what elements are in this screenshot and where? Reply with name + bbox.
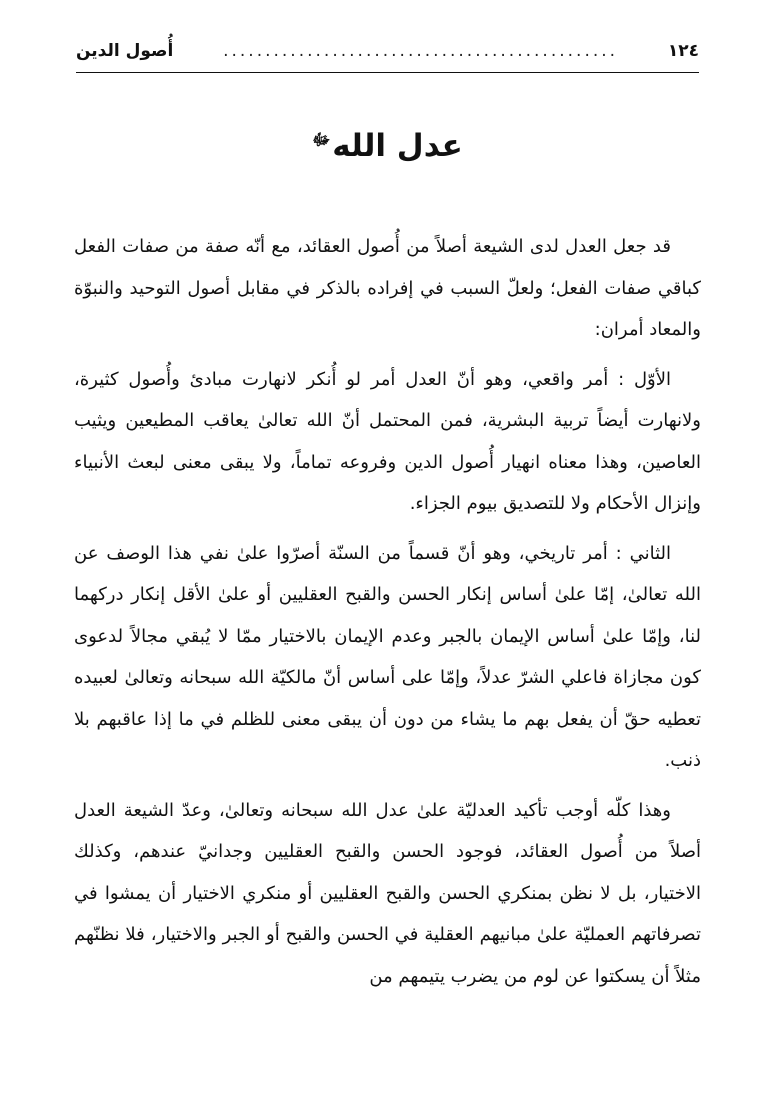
- paragraph-intro: قد جعل العدل لدى الشيعة أصلاً من أُصول العقائد، مع أنّه صفة من صفات الفعل كباقي صفات الفعل؛ ولعلّ السبب في إفراده بالذكر في مقابل أصول التوحيد والنبوّة والمعاد أمران:: [74, 236, 701, 340]
- page-header: [76, 36, 699, 66]
- paragraph-conclusion: وهذا كلّه أوجب تأكيد العدليّة علىٰ عدل الله سبحانه وتعالىٰ، وعدّ الشيعة العدل أصلاً من أُصول العقائد، فوجود الحسن والقبح العقليين وجدانيّ عندهم، وكذلك الاختيار، بل لا نظن بمنكري الحسن والقبح العقليين أو منكري الاختيار أن يمشوا في تصرفاتهم العمليّة علىٰ مبانيهم العقلية في الحسن والقبح أو الجبر والاختيار، فلا نظنّهم مثلاً أن يسكتوا عن لوم من يضرب يتيمهم من: [74, 799, 701, 987]
- running-title: أُصول الدين: [76, 41, 174, 61]
- header-rule: [76, 72, 699, 73]
- honorific-glyph: ﷻ: [312, 129, 331, 149]
- body-text: [74, 226, 701, 1005]
- header-leader-dots: ...............................................: [223, 41, 619, 61]
- chapter-title-text: عدل الله: [332, 128, 463, 164]
- chapter-title: [76, 128, 699, 164]
- paragraph-first-reason: الأوّل : أمر واقعي، وهو أنّ العدل أمر لو أُنكر لانهارت مبادئ وأُصول كثيرة، ولانهارت أيضاً تربية البشرية، فمن المحتمل أنّ الله تعالىٰ يعاقب المطيعين ويثيب العاصين، وهذا معناه انهيار أُصول الدين وفروعه تماماً، ولا يبقى معنى لبعث الأنبياء وإنزال الأحكام ولا للتصديق بيوم الجزاء.: [74, 368, 701, 514]
- paragraph-second-reason: الثاني : أمر تاريخي، وهو أنّ قسماً من السنّة أصرّوا علىٰ نفي هذا الوصف عن الله تعالىٰ، إمّا علىٰ أساس إنكار الحسن والقبح العقليين أو علىٰ الأقل إنكار دركهما لنا، وإمّا علىٰ أساس الإيمان بالجبر وعدم الإيمان بالاختيار ممّا لا يُبقي مجالاً لدعوى كون مجازاة فاعلي الشرّ عدلاً، وإمّا على أساس أنّ مالكيّة الله سبحانه وتعالىٰ لعبيده تعطيه حقّ أن يفعل بهم ما يشاء من دون أن يبقى معنى للظلم في ما إذا عاقبهم بلا ذنب.: [74, 542, 701, 771]
- page-number: ١٢٤: [667, 41, 699, 61]
